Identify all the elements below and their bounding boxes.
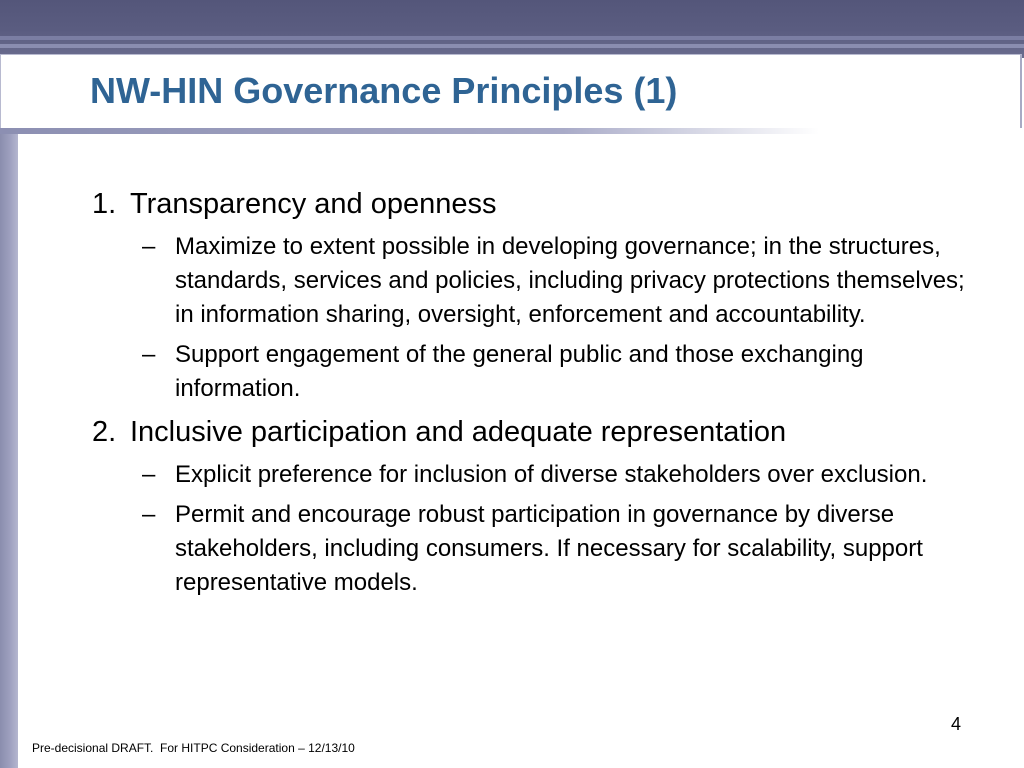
header-stripe <box>0 36 1024 40</box>
list-item <box>92 230 972 332</box>
footer-text: Pre-decisional DRAFT. For HITPC Consideration – 12/13/10 <box>32 741 355 755</box>
section-heading-text: Inclusive participation and adequate representation <box>130 416 787 448</box>
section-1 <box>92 186 972 406</box>
bullet-text: Maximize to extent possible in developing governance; in the structures, standards, services and policies, including privacy protections themselves; in information sharing, oversight, enforcement and accountability. <box>175 233 965 328</box>
bullet-text: Explicit preference for inclusion of diverse stakeholders over exclusion. <box>175 461 928 488</box>
left-accent-bar <box>0 134 18 768</box>
section-2 <box>92 414 972 600</box>
header-stripe <box>0 44 1024 48</box>
bullet-marker: – <box>142 461 156 488</box>
bullet-text: Permit and encourage robust participation in governance by diverse stakeholders, including consumers. If necessary for scalability, support representative models. <box>175 501 923 596</box>
bullet-text: Support engagement of the general public and those exchanging information. <box>175 341 864 402</box>
list-item <box>92 498 972 600</box>
title-underline <box>0 128 1024 134</box>
bullet-marker: – <box>142 501 156 528</box>
slide-title: NW-HIN Governance Principles (1) <box>90 70 678 111</box>
section-heading <box>92 414 972 450</box>
bullet-list <box>92 458 972 600</box>
section-heading-text: Transparency and openness <box>130 188 497 220</box>
section-number: 1. <box>92 188 117 220</box>
header-band <box>0 0 1024 58</box>
bullet-marker: – <box>142 341 156 368</box>
page-number: 4 <box>951 714 962 734</box>
slide-body <box>92 186 972 608</box>
list-item <box>92 458 972 492</box>
list-item <box>92 338 972 406</box>
bullet-list <box>92 230 972 406</box>
section-number: 2. <box>92 416 117 448</box>
bullet-marker: – <box>142 233 156 260</box>
section-heading <box>92 186 972 222</box>
